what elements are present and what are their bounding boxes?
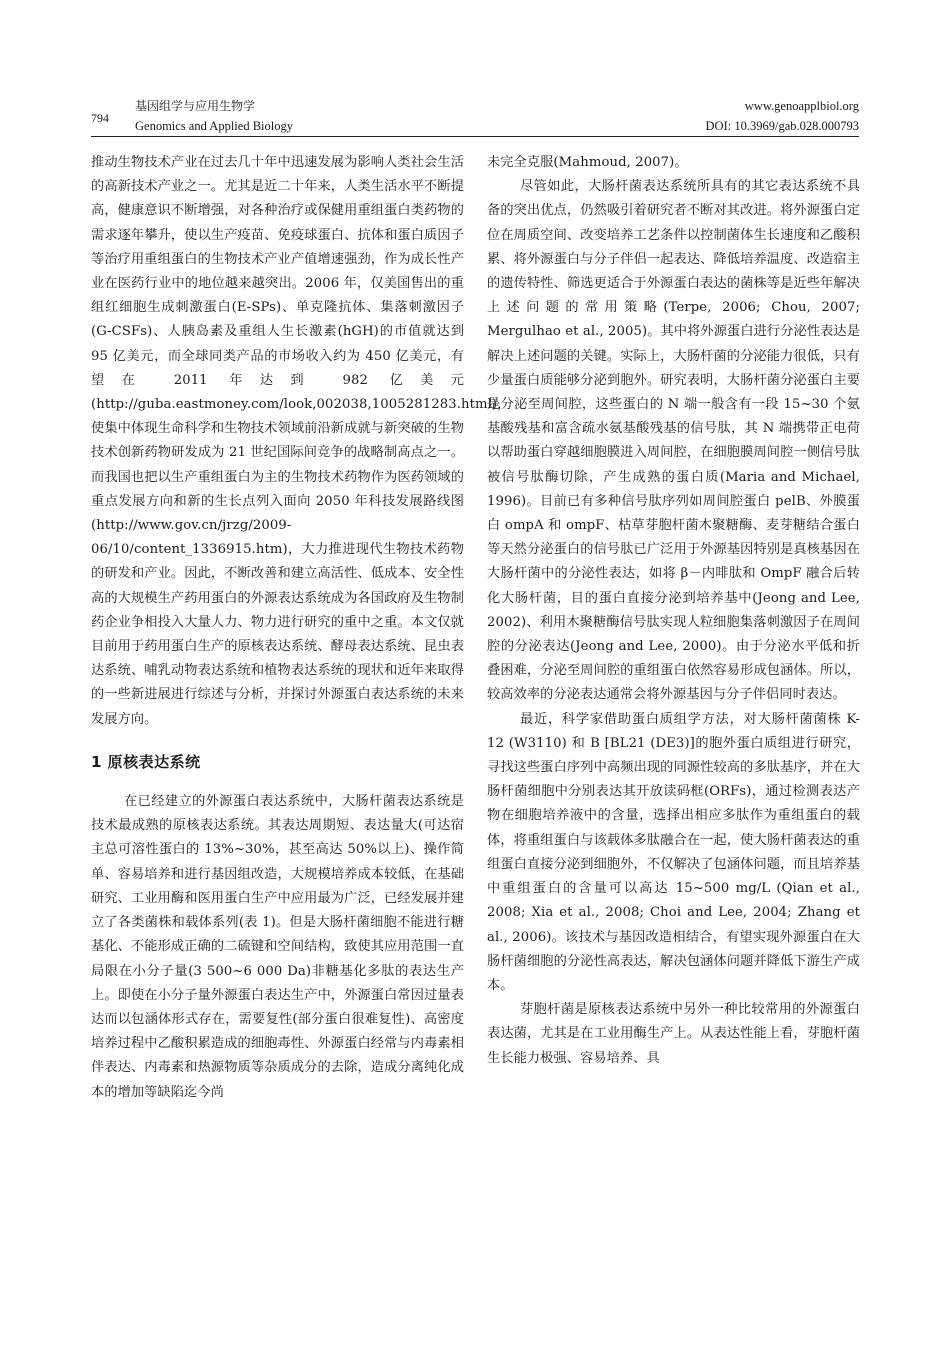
doi: DOI: 10.3969/gab.028.000793 <box>705 119 859 133</box>
body-paragraph: 尽管如此，大肠杆菌表达系统所具有的其它表达系统不具备的突出优点，仍然吸引着研究者不断对其改进。将外源蛋白定位在周质空间、改变培养工艺条件以控制菌体生长速度和乙酸积累、将外源蛋白与分子伴侣一起表达、降低培养温度、改造宿主的遗传特性、筛选更适合于外源蛋白表达的菌株等是近些年解决上述问题的常用策略(Terpe, 2006; Chou, 2007; Mergulhao et al., 2005)。其中将外源蛋白进行分泌性表达是解决上述问题的关键。实际上，大肠杆菌的分泌能力很低，只有少量蛋白质能够分泌到胞外。研究表明，大肠杆菌分泌蛋白主要是分泌至周间腔，这些蛋白的 N 端一般含有一段 15~30 个氨基酸残基和富含疏水氨基酸残基的信号肽，其 N 端携带正电荷以帮助蛋白穿越细胞膜进入周间腔，在细胞膜周间腔一侧信号肽被信号肽酶切除，产生成熟的蛋白质(Maria and Michael, 1996)。目前已有多种信号肽序列如周间腔蛋白 pelB、外膜蛋白 ompA 和 ompF、枯草芽胞杆菌木聚糖酶、麦芽糖结合蛋白等天然分泌蛋白的信号肽已广泛用于外源基因特别是真核基因在大肠杆菌中的分泌性表达，如将 β－内啡肽和 OmpF 融合后转化大肠杆菌，目的蛋白直接分泌到培养基中(Jeong and Lee, 2002)、利用木聚糖酶信号肽实现人粒细胞集落刺激因子在周间腔的分泌表达(Jeong and Lee, 2000)。由于分泌水平低和折叠困难，分泌至周间腔的重组蛋白依然容易形成包涵体。所以，较高效率的分泌表达通常会将外源基因与分子伴侣同时表达。 <box>487 179 860 703</box>
right-column <box>487 151 860 1071</box>
body-paragraph: 芽胞杆菌是原核表达系统中另外一种比较常用的外源蛋白表达菌，尤其是在工业用酶生产上。从表达性能上看，芽胞杆菌生长能力极强、容易培养、具 <box>487 1002 860 1066</box>
journal-url-block <box>706 96 859 136</box>
section-heading: 1 原核表达系统 <box>91 752 201 771</box>
body-paragraph: 推动生物技术产业在过去几十年中迅速发展为影响人类社会生活的高新技术产业之一。尤其是近二十年来，人类生活水平不断提高，健康意识不断增强，对各种治疗或保健用重组蛋白类药物的需求逐年攀升，使以生产疫苗、免疫球蛋白、抗体和蛋白质因子等治疗用重组蛋白的生物技术产业产值增速强劲，作为成长性产业在医药行业中的地位越来越突出。2006 年，仅美国售出的重组红细胞生成刺激蛋白(E-SPs)、单克隆抗体、集落刺激因子(G-CSFs)、人胰岛素及重组人生长激素(hGH)的市值就达到 95 亿美元，而全球同类产品的市场收入约为 450 亿美元，有望在 2011 年达到 982 亿美元(http://guba.eastmoney.com/look,002038,1005281283.html)，使集中体现生命科学和生物技术领域前沿新成就与新突破的生物技术创新药物研发成为 21 世纪国际间竞争的战略制高点之一。而我国也把以生产重组蛋白为主的生物技术药物作为医药领域的重点发展方向和新的生长点列入面向 2050 年科技发展路线图(http://www.gov.cn/jrzg/2009-06/10/content_1336915.htm)，大力推进现代生物技术药物的研发和产业。因此，不断改善和建立高活性、低成本、安全性高的大规模生产药用蛋白的外源表达系统成为各国政府及生物制药企业争相投入大量人力、物力进行研究的重中之重。本文仅就目前用于药用蛋白生产的原核表达系统、酵母表达系统、昆虫表达系统、哺乳动物表达系统和植物表达系统的现状和近年来取得的一些新进展进行综述与分析，并探讨外源蛋白表达系统的未来发展方向。 <box>91 155 511 727</box>
body-paragraph: 最近，科学家借助蛋白质组学方法，对大肠杆菌菌株 K-12 (W3110) 和 B [BL21 (DE3)]的胞外蛋白质组进行研究，寻找这些蛋白序列中高频出现的同源性较高的多肽基序，并在大肠杆菌细胞中分别表达其开放读码框(ORFs)，通过检测表达产物在细胞培养液中的含量，选择出相应多肽作为重组蛋白的载体，将重组蛋白与该载体多肽融合在一起，使大肠杆菌表达的重组蛋白直接分泌到细胞外，不仅解决了包涵体问题，而且培养基中重组蛋白的含量可以高达 15~500 mg/L (Qian et al., 2008; Xia et al., 2008; Choi and Lee, 2004; Zhang et al., 2006)。该技术与基因改造相结合，有望实现外源蛋白在大肠杆菌细胞的分泌性高表达，解决包涵体问题并降低下游生产成本。 <box>487 711 860 993</box>
left-column <box>91 151 511 1105</box>
header-rule <box>91 136 859 137</box>
journal-title-en: Genomics and Applied Biology <box>135 119 293 133</box>
body-paragraph: 在已经建立的外源蛋白表达系统中，大肠杆菌表达系统是技术最成熟的原核表达系统。其表达周期短、表达量大(可达宿主总可溶性蛋白的 13%~30%，甚至高达 50%以上)、操作简单、容易培养和进行基因组改造，大规模培养成本较低，在基础研究、工业用酶和医用蛋白生产中应用最为广泛，已经发展并建立了各类菌株和载体系列(表 1)。但是大肠杆菌细胞不能进行糖基化、不能形成正确的二硫键和空间结构，致使其应用范围一直局限在小分子量(3 500~6 000 Da)非糖基化多肽的表达生产上。即使在小分子量外源蛋白表达生产中，外源蛋白常因过量表达而以包涵体形式存在，需要复性(部分蛋白很难复性)、高密度培养过程中乙酸积累造成的细胞毒性、外源蛋白经常与内毒素相伴表达、内毒素和热源物质等杂质成分的去除，造成分离纯化成本的增加等缺陷迄今尚 <box>91 794 464 1100</box>
body-paragraph: 未完全克服(Mahmoud, 2007)。 <box>487 155 688 170</box>
journal-url: www.genoapplbiol.org <box>744 99 859 113</box>
page-number: 794 <box>91 111 109 125</box>
journal-title-block <box>135 96 293 136</box>
journal-title-cn: 基因组学与应用生物学 <box>135 99 256 113</box>
